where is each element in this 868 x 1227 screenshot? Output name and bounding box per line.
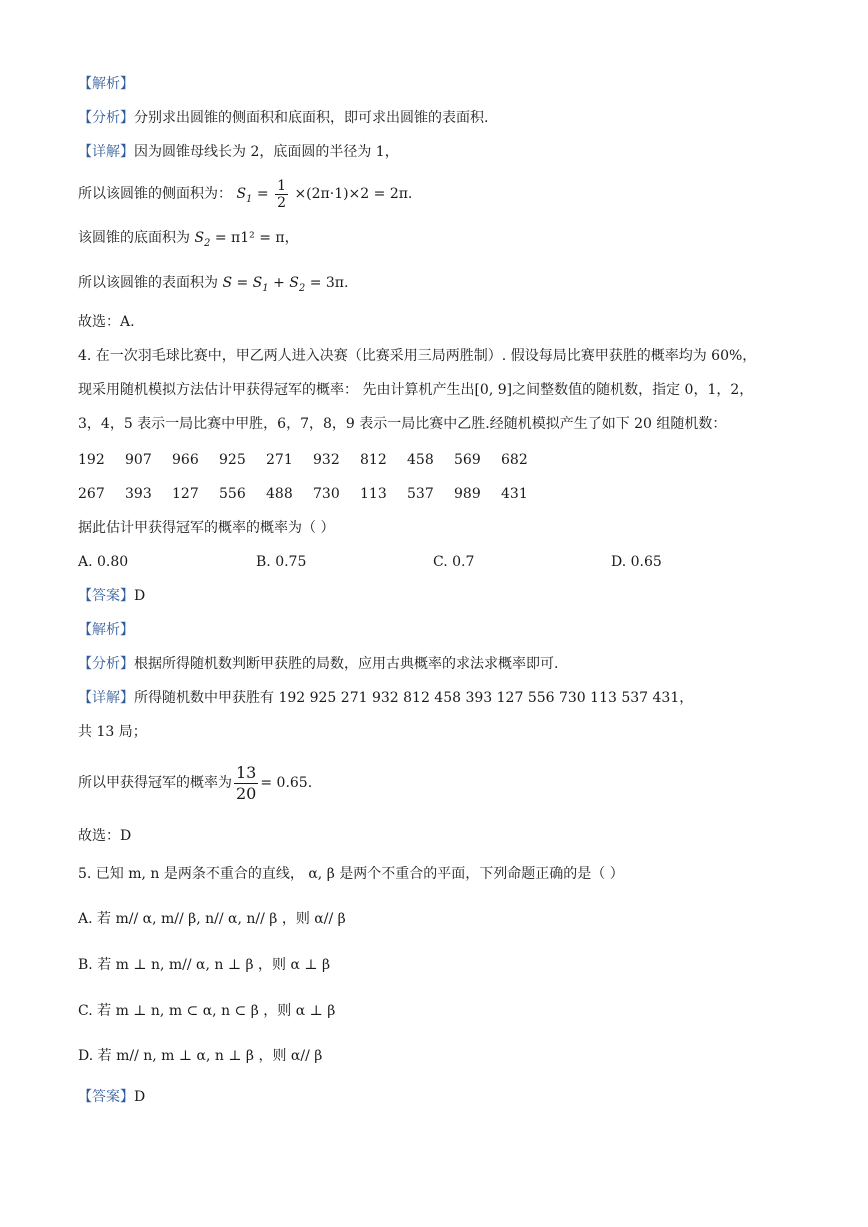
surface-area-prefix: 所以该圆锥的表面积为 (78, 275, 218, 291)
detail-text: 所得随机数中甲获胜有 192 925 271 932 812 458 393 127 556 730 113 537 431， (134, 690, 694, 706)
analysis-tag: 【解析】 (78, 622, 134, 638)
random-number: 989 (454, 486, 481, 502)
q4-line2: 现采用随机模拟方法估计甲获得冠军的概率： 先由计算机产生出[0, 9]之间整数值的随机数，指定 0，1，2， (78, 382, 754, 398)
side-area-line: 所以该圆锥的侧面积为： $S_1$ = $\frac{1}{2}$ ×(2π·1)×2 = 2π. (78, 177, 413, 211)
random-number: 907 (125, 452, 152, 468)
probability-prefix: 所以甲获得冠军的概率为 (78, 775, 232, 791)
surface-symbols: $S = S_1 + S_2$ (222, 275, 306, 294)
fraction-numerator: 13 (236, 762, 257, 782)
q5-stem: 5. 已知 m, n 是两条不重合的直线， α, β 是两个不重合的平面，下列命题正确的是（ ） (78, 866, 624, 882)
block1-detail (78, 142, 399, 162)
random-number: 682 (501, 452, 528, 468)
random-number: 812 (360, 452, 387, 468)
fenxi-tag: 【分析】 (78, 656, 134, 672)
random-number: 730 (313, 486, 340, 502)
detail-tag: 【详解】 (78, 144, 134, 160)
answer-value: D (134, 588, 146, 604)
random-number: 488 (266, 486, 293, 502)
q4-answer (78, 586, 145, 606)
q4-count: 共 13 局； (78, 724, 147, 740)
q4-fenxi (78, 654, 558, 674)
random-number: 113 (360, 486, 387, 502)
q5-option-d: D. 若 m// n, m ⊥ α, n ⊥ β ，则 α// β (78, 1048, 323, 1064)
q4-question: 据此估计甲获得冠军的概率的概率为（ ） (78, 520, 335, 536)
side-area-formula: ×(2π·1)×2 = 2π. (294, 186, 413, 202)
random-number: 966 (172, 452, 199, 468)
fraction-denominator: 20 (236, 783, 257, 803)
detail-tag: 【详解】 (78, 690, 134, 706)
bottom-area-prefix: 该圆锥的底面积为 (78, 230, 190, 246)
random-number: 569 (454, 452, 481, 468)
q5-answer (78, 1087, 145, 1107)
option-b: B. 0.75 (256, 554, 307, 570)
half-fraction: $\frac{1}{2}$ (277, 177, 286, 211)
surface-area-formula: = 3π. (309, 275, 349, 291)
answer-tag: 【答案】 (78, 1089, 134, 1105)
q4-choice: 故选：D (78, 828, 132, 844)
random-number: 925 (219, 452, 246, 468)
detail-text: 因为圆锥母线长为 2，底面圆的半径为 1， (134, 144, 399, 160)
q4-detail (78, 688, 693, 708)
option-a: A. 0.80 (78, 554, 129, 570)
s1-symbol: $S_1$ (236, 186, 253, 205)
random-number: 127 (172, 486, 199, 502)
fenxi-tag: 【分析】 (78, 110, 134, 126)
fenxi-text: 根据所得随机数判断甲获胜的局数，应用古典概率的求法求概率即可. (134, 656, 559, 672)
random-row-2 (78, 484, 548, 504)
q5-option-b: B. 若 m ⊥ n, m// α, n ⊥ β ，则 α ⊥ β (78, 957, 331, 973)
random-number: 556 (219, 486, 246, 502)
bottom-area-formula: = π1² = π， (214, 230, 299, 246)
q5-option-c: C. 若 m ⊥ n, m ⊂ α, n ⊂ β ，则 α ⊥ β (78, 1003, 336, 1019)
q4-probability-line (78, 762, 312, 804)
option-c: C. 0.7 (433, 554, 475, 570)
s2-symbol: $S_2$ (194, 230, 211, 249)
side-area-prefix: 所以该圆锥的侧面积为： (78, 186, 232, 202)
probability-value: = 0.65. (260, 775, 313, 791)
random-number: 271 (266, 452, 293, 468)
random-number: 192 (78, 452, 105, 468)
analysis-heading (78, 74, 134, 94)
q4-analysis-heading (78, 620, 134, 640)
random-number: 393 (125, 486, 152, 502)
analysis-tag: 【解析】 (78, 76, 134, 92)
random-number: 932 (313, 452, 340, 468)
probability-fraction (234, 763, 258, 804)
random-row-1 (78, 450, 548, 470)
answer-tag: 【答案】 (78, 588, 134, 604)
q4-line3: 3，4，5 表示一局比赛中甲胜，6，7，8，9 表示一局比赛中乙胜.经随机模拟产生了如下 20 组随机数： (78, 416, 727, 432)
option-d: D. 0.65 (611, 554, 662, 570)
random-number: 267 (78, 486, 105, 502)
surface-area-line (78, 273, 348, 299)
block1-choice: 故选：A. (78, 314, 135, 330)
random-number: 458 (407, 452, 434, 468)
random-number: 537 (407, 486, 434, 502)
answer-value: D (134, 1089, 146, 1105)
q5-option-a: A. 若 m// α, m// β, n// α, n// β ，则 α// β (78, 911, 346, 927)
random-number: 431 (501, 486, 528, 502)
bottom-area-line (78, 228, 299, 254)
q4-line1: 4. 在一次羽毛球比赛中，甲乙两人进入决赛（比赛采用三局两胜制）. 假设每局比赛甲获胜的概率均为 60%， (78, 348, 757, 364)
fenxi-text: 分别求出圆锥的侧面积和底面积，即可求出圆锥的表面积. (134, 110, 489, 126)
block1-fenxi (78, 108, 488, 128)
